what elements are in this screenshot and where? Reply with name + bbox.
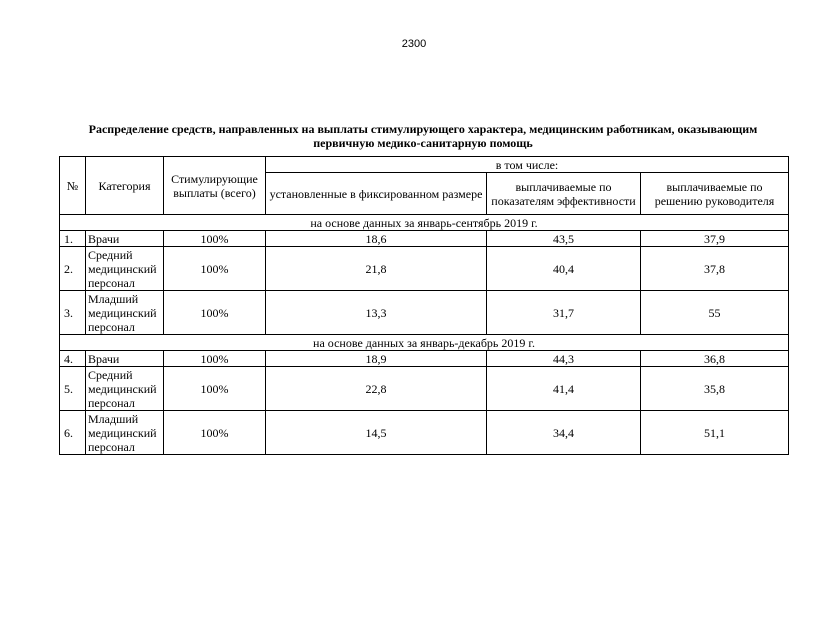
table-body <box>60 215 789 455</box>
row-manager: 37,9 <box>641 231 789 247</box>
row-fixed: 13,3 <box>266 291 487 335</box>
header-stimulating-total: Стимулирующие выплаты (всего) <box>164 157 266 215</box>
page-number: 2300 <box>401 38 427 50</box>
section-row <box>60 335 789 351</box>
row-number: 4. <box>60 351 86 367</box>
row-total: 100% <box>164 231 266 247</box>
table-row <box>60 411 789 455</box>
row-manager: 55 <box>641 291 789 335</box>
row-fixed: 18,9 <box>266 351 487 367</box>
header-efficiency: выплачиваемые по показателям эффективности <box>487 173 641 215</box>
row-efficiency: 44,3 <box>487 351 641 367</box>
row-total: 100% <box>164 411 266 455</box>
table-row <box>60 367 789 411</box>
row-number: 6. <box>60 411 86 455</box>
table-row <box>60 231 789 247</box>
row-fixed: 22,8 <box>266 367 487 411</box>
row-total: 100% <box>164 351 266 367</box>
row-number: 3. <box>60 291 86 335</box>
row-fixed: 14,5 <box>266 411 487 455</box>
section-label: на основе данных за январь-декабрь 2019 г. <box>60 335 789 351</box>
row-manager: 37,8 <box>641 247 789 291</box>
table-row <box>60 247 789 291</box>
header-including: в том числе: <box>266 157 789 173</box>
row-manager: 51,1 <box>641 411 789 455</box>
row-category: Младший медицинский персонал <box>86 291 164 335</box>
header-fixed: установленные в фиксированном размере <box>266 173 487 215</box>
row-manager: 35,8 <box>641 367 789 411</box>
header-category: Категория <box>86 157 164 215</box>
document-title: Распределение средств, направленных на выплаты стимулирующего характера, медицинским работникам, оказывающим первичную медико-санитарную помощь <box>88 122 758 150</box>
row-category: Врачи <box>86 351 164 367</box>
section-row <box>60 215 789 231</box>
row-number: 1. <box>60 231 86 247</box>
row-category: Младший медицинский персонал <box>86 411 164 455</box>
row-total: 100% <box>164 367 266 411</box>
row-fixed: 18,6 <box>266 231 487 247</box>
table-row <box>60 351 789 367</box>
row-fixed: 21,8 <box>266 247 487 291</box>
row-category: Средний медицинский персонал <box>86 367 164 411</box>
row-manager: 36,8 <box>641 351 789 367</box>
section-label: на основе данных за январь-сентябрь 2019 г. <box>60 215 789 231</box>
row-total: 100% <box>164 247 266 291</box>
distribution-table <box>59 156 789 455</box>
header-manager: выплачиваемые по решению руководителя <box>641 173 789 215</box>
table-header <box>60 157 789 215</box>
row-efficiency: 41,4 <box>487 367 641 411</box>
header-number: № <box>60 157 86 215</box>
row-category: Врачи <box>86 231 164 247</box>
row-total: 100% <box>164 291 266 335</box>
row-number: 2. <box>60 247 86 291</box>
row-efficiency: 40,4 <box>487 247 641 291</box>
row-category: Средний медицинский персонал <box>86 247 164 291</box>
table-row <box>60 291 789 335</box>
row-efficiency: 43,5 <box>487 231 641 247</box>
row-number: 5. <box>60 367 86 411</box>
row-efficiency: 31,7 <box>487 291 641 335</box>
row-efficiency: 34,4 <box>487 411 641 455</box>
